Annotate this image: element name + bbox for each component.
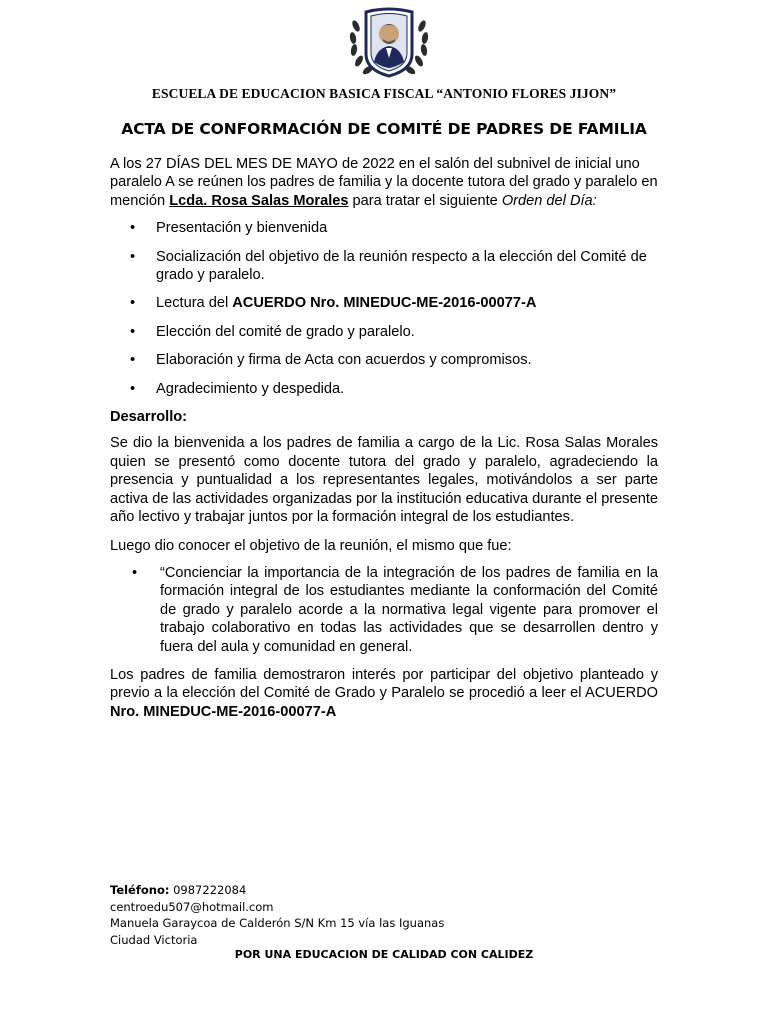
objective-list [110,564,658,656]
orden-del-dia: Orden del Día: [501,192,597,209]
school-crest-portrait-icon [344,4,434,80]
agenda-item: • Elaboración y firma de Acta con acuerdos y compromisos. [110,351,658,369]
intro-text-2: para tratar el siguiente [348,192,502,209]
intro-paragraph [110,155,658,210]
agenda-item: • Socialización del objetivo de la reunión respecto a la elección del Comité de grado y paralelo. [110,248,658,285]
phone-line [110,882,670,899]
desarrollo-paragraph-3 [110,666,658,721]
street-address: Manuela Garaycoa de Calderón S/N Km 15 vía las Iguanas [110,916,445,930]
city: Ciudad Victoria [110,932,198,947]
document-title: ACTA DE CONFORMACIÓN DE COMITÉ DE PADRES DE FAMILIA [121,120,647,138]
agenda-item: • Elección del comité de grado y paralelo. [110,323,658,341]
email-address: centroedu507@hotmail.com [110,899,274,914]
agenda-item-text: Lectura del [156,295,233,312]
acuerdo-reference: ACUERDO Nro. MINEDUC-ME-2016-00077-A [232,295,537,312]
agenda-list [110,219,658,398]
paragraph-3-text: Los padres de familia demostraron interés por participar del objetivo planteado y previo a la elección del Comité de Grado y Paralelo se procedió a leer el ACUERDO [110,666,658,702]
slogan: POR UNA EDUCACION DE CALIDAD CON CALIDEZ [234,948,534,961]
school-name: ESCUELA DE EDUCACION BASICA FISCAL “ANTONIO FLORES JIJON” [151,86,617,101]
acuerdo-reference: Nro. MINEDUC-ME-2016-00077-A [110,703,337,720]
desarrollo-paragraph-1: Se dio la bienvenida a los padres de familia a cargo de la Lic. Rosa Salas Morales quien se presentó como docente tutora del grado y paralelo, agradeciendo la presencia y puntualidad a los representantes legales, motivándolos a ser parte activa de las actividades organizadas por la institución educativa durante el presente año lectivo y trabajar juntos por la formación integral de los estudiantes. [110,435,658,526]
intro-text-1: A los 27 DÍAS DEL MES DE MAYO de 2022 en el salón del subnivel de inicial uno paralelo A se reúnen los padres de familia y la docente tutora del grado y paralelo en mención [110,156,658,209]
document-body [110,155,658,721]
contact-footer [110,882,670,948]
agenda-item [110,294,658,312]
desarrollo-paragraph-2: Luego dio conocer el objetivo de la reunión, el mismo que fue: [110,537,512,554]
desarrollo-heading: Desarrollo: [110,409,188,426]
agenda-item: • Agradecimiento y despedida. [110,380,658,398]
agenda-item: • Presentación y bienvenida [110,219,658,237]
objective-quote: • “Concienciar la importancia de la integración de los padres de familia en la formación integral de los estudiantes mediante la conformación del Comité de grado y paralelo acorde a la normativa legal vigente para promover el trabajo colaborativo en todas las actividades que se desarrollen dentro y fuera del aula y comunidad en general. [110,564,658,656]
phone-number: 0987222084 [169,883,247,897]
phone-label: Teléfono: [110,883,170,897]
teacher-name: Lcda. Rosa Salas Morales [169,192,349,209]
